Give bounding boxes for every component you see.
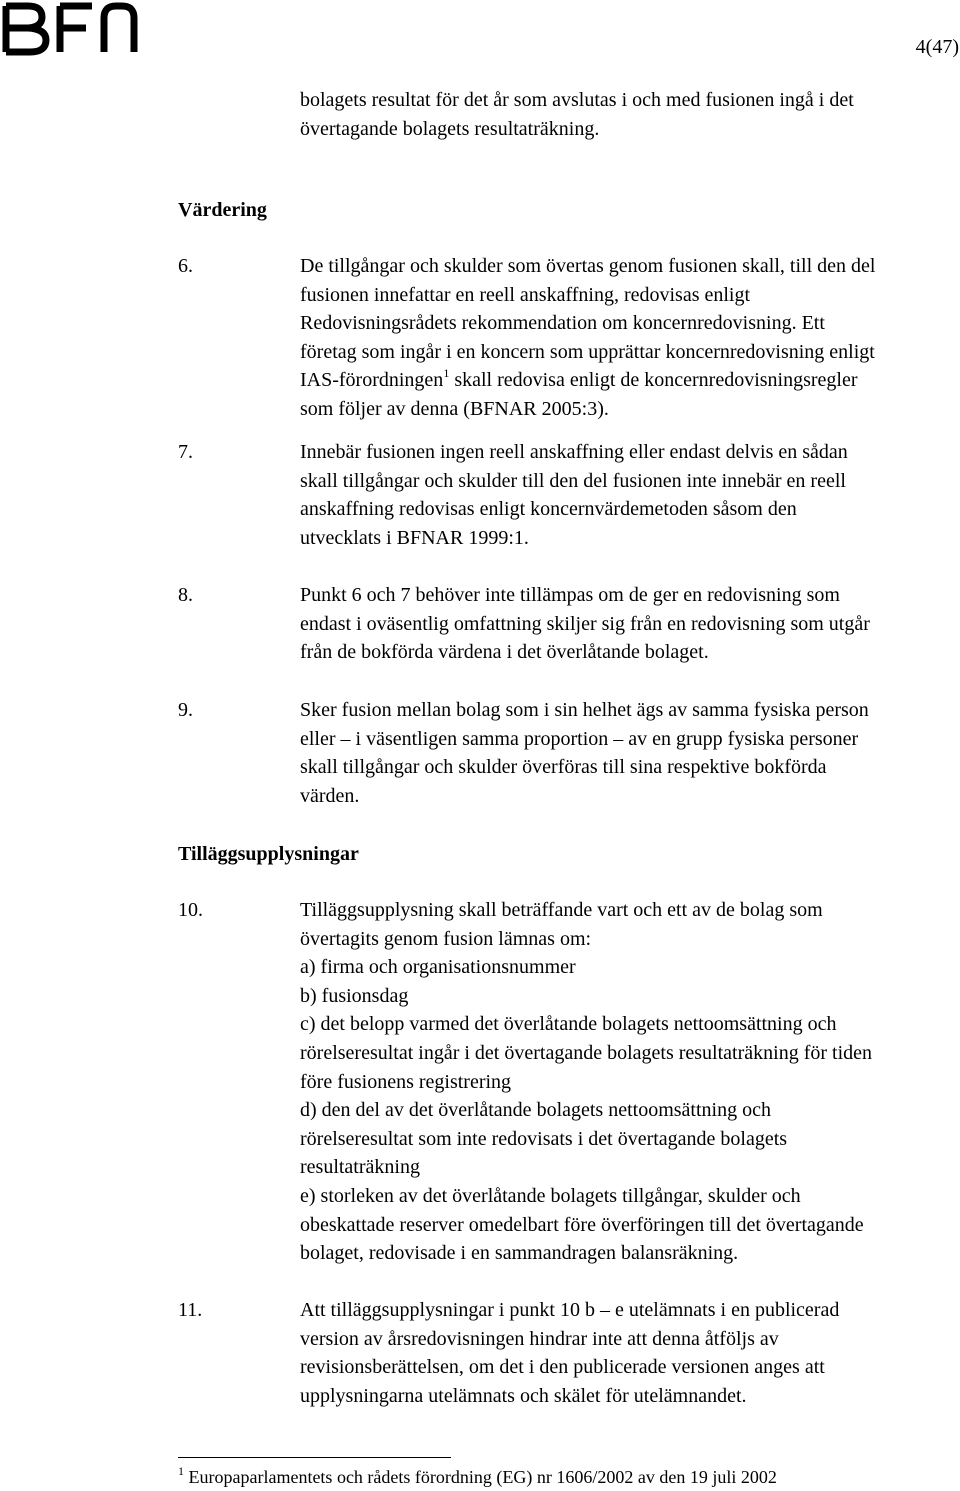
text-line: Att tilläggsupplysningar i punkt 10 b – e utelämnats i en publicerad: [300, 1299, 840, 1321]
text-line: före fusionens registrering: [300, 1070, 512, 1093]
text-line: Redovisningsrådets rekommendation om koncernredovisning. Ett: [300, 312, 825, 335]
text-line: obeskattade reserver omedelbart före överföringen till det övertagande: [300, 1213, 864, 1236]
text-line: [300, 366, 960, 395]
text-line: utvecklats i BFNAR 1999:1.: [300, 526, 529, 549]
text-fragment: skall redovisa enligt de koncernredovisningsregler: [449, 369, 858, 392]
text-line: rörelseresultat som inte redovisats i det övertagande bolagets: [300, 1127, 788, 1150]
list-item: a) firma och organisationsnummer: [300, 956, 576, 979]
intro-paragraph: [300, 86, 960, 144]
paragraph-text: [300, 252, 960, 424]
text-fragment: IAS-förordningen: [300, 369, 444, 392]
text-line: rörelseresultat ingår i det övertagande bolagets resultaträkning för tiden: [300, 1041, 873, 1064]
list-item: e) storleken av det överlåtande bolagets tillgångar, skulder och: [300, 1184, 801, 1207]
text-line: endast i oväsentlig omfattning skiljer sig från en redovisning som utgår: [300, 612, 870, 635]
list-item: d) den del av det överlåtande bolagets nettoomsättning och: [300, 1099, 771, 1122]
paragraph-text: [300, 896, 960, 1268]
paragraph-number: 9.: [178, 699, 193, 721]
footnote-text: Europaparlamentets och rådets förordning (EG) nr 1606/2002 av den 19 juli 2002: [184, 1467, 777, 1487]
text-line: från de bokförda värdena i det överlåtande bolaget.: [300, 641, 709, 664]
bfn-logo: [0, 2, 140, 56]
text-line: version av årsredovisningen hindrar inte att denna åtföljs av: [300, 1327, 779, 1350]
text-line: Tilläggsupplysning skall beträffande vart och ett av de bolag som: [300, 899, 823, 921]
text-line: skall tillgångar och skulder överföras till sina respektive bokförda: [300, 756, 827, 779]
text-line: Innebär fusionen ingen reell anskaffning eller endast delvis en sådan: [300, 441, 848, 463]
text-line: övertagande bolagets resultaträkning.: [300, 118, 600, 140]
text-line: De tillgångar och skulder som övertas genom fusionen skall, till den del: [300, 255, 876, 277]
section-heading-valuation: Värdering: [178, 199, 267, 221]
text-line: övertagits genom fusion lämnas om:: [300, 927, 592, 950]
paragraph-number: 11.: [178, 1299, 203, 1321]
footnote-divider: [178, 1457, 451, 1458]
text-line: Sker fusion mellan bolag som i sin helhet ägs av samma fysiska person: [300, 699, 869, 721]
text-line: anskaffning redovisas enligt koncernvärdemetoden såsom den: [300, 498, 797, 521]
text-line: Punkt 6 och 7 behöver inte tillämpas om de ger en redovisning som: [300, 584, 840, 606]
paragraph-text: [300, 581, 960, 667]
text-line: skall tillgångar och skulder till den del fusionen inte innebär en reell: [300, 469, 846, 492]
paragraph-text: [300, 696, 960, 810]
footnote: [178, 1465, 777, 1489]
text-line: bolagets resultat för det år som avslutas i och med fusionen ingå i det: [300, 89, 854, 111]
paragraph-number: 7.: [178, 441, 193, 463]
text-line: värden.: [300, 784, 360, 807]
paragraph-text: [300, 1296, 960, 1410]
text-line: fusionen innefattar en reell anskaffning, redovisas enligt: [300, 283, 751, 306]
text-line: som följer av denna (BFNAR 2005:3).: [300, 397, 609, 420]
list-item: c) det belopp varmed det överlåtande bolagets nettoomsättning och: [300, 1013, 837, 1036]
text-line: resultaträkning: [300, 1156, 420, 1179]
list-item: b) fusionsdag: [300, 984, 409, 1007]
text-line: revisionsberättelsen, om det i den publicerade versionen anges att: [300, 1356, 825, 1379]
page-number: 4(47): [915, 36, 959, 58]
footnote-marker: 1: [178, 1464, 184, 1478]
paragraph-number: 6.: [178, 255, 193, 277]
paragraph-text: [300, 438, 960, 552]
text-line: eller – i väsentligen samma proportion – av en grupp fysiska personer: [300, 727, 859, 750]
section-heading-supplementary: Tilläggsupplysningar: [178, 843, 359, 865]
footnote-reference: 1: [443, 366, 450, 381]
text-line: företag som ingår i en koncern som upprättar koncernredovisning enligt: [300, 340, 875, 363]
paragraph-number: 8.: [178, 584, 193, 606]
paragraph-number: 10.: [178, 899, 203, 921]
text-line: upplysningarna utelämnats och skälet för utelämnandet.: [300, 1384, 747, 1407]
text-line: bolaget, redovisade i en sammandragen balansräkning.: [300, 1242, 739, 1265]
